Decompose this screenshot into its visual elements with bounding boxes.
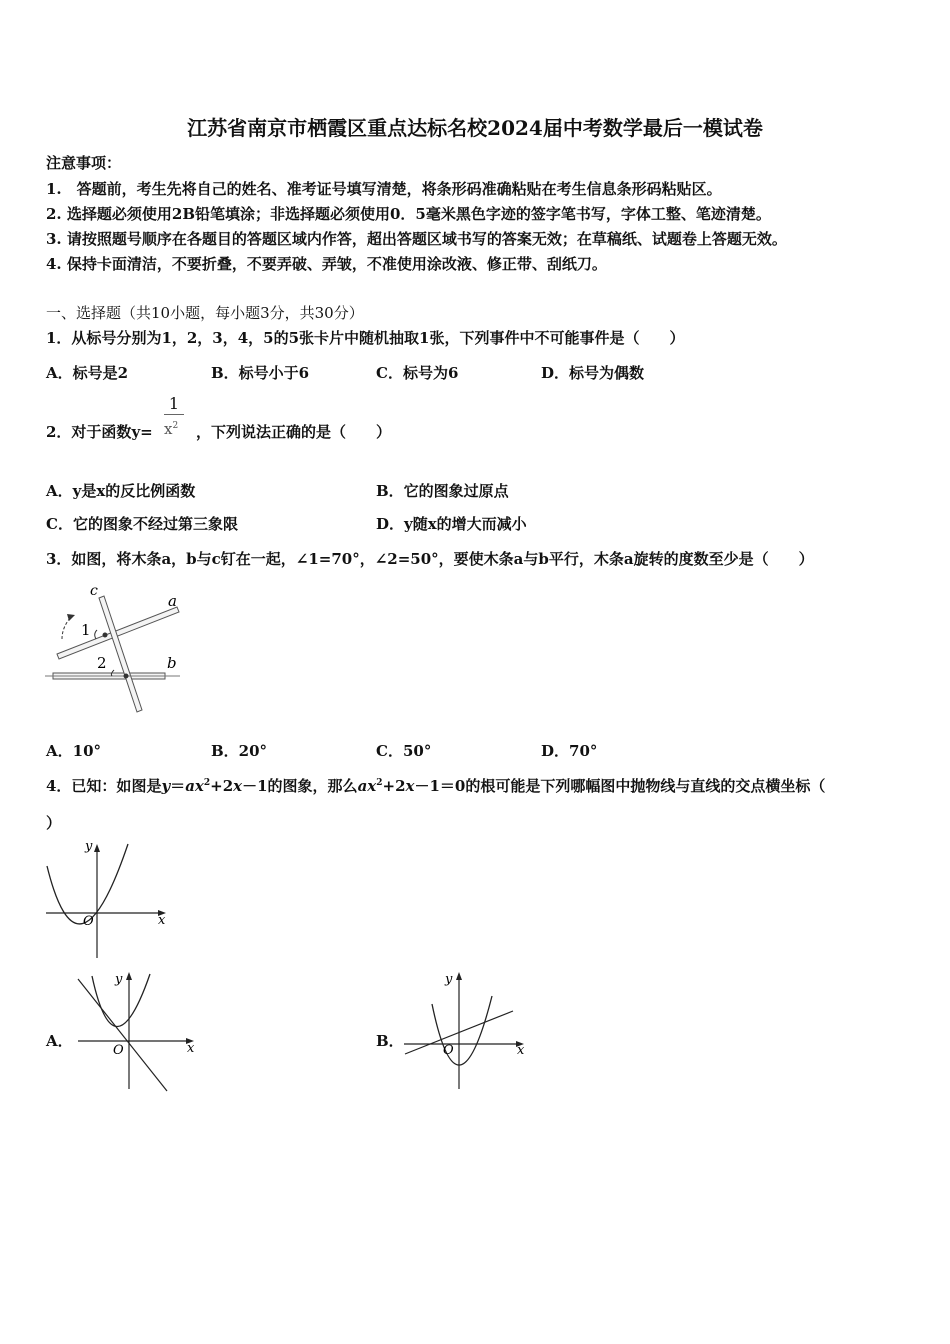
page-title: 江苏省南京市栖霞区重点达标名校2024届中考数学最后一模试卷 [187, 116, 763, 140]
svg-text:y: y [85, 842, 93, 854]
section-heading: 一、选择题（共10小题，每小题3分，共30分） [46, 304, 364, 322]
notice-item: 2. 选择题必须使用2B铅笔填涂；非选择题必须使用0．5毫米黑色字迹的签字笔书写，字体工整、笔迹清楚。 [46, 205, 771, 223]
svg-text:x: x [187, 1041, 195, 1056]
svg-text:x: x [517, 1043, 525, 1058]
nail-1 [103, 633, 108, 638]
label-a: a [168, 592, 177, 610]
q3-option-d: D．70° [541, 742, 598, 760]
q2-option-d: D．y随x的增大而减小 [376, 515, 527, 533]
q3-option-a: A．10° [46, 742, 102, 760]
q3-wood-strips-figure [40, 582, 190, 717]
notice-item: 4. 保持卡面清洁，不要折叠，不要弄破、弄皱，不准使用涂改液、修正带、刮纸刀。 [46, 255, 607, 273]
notice-heading: 注意事项： [46, 154, 122, 172]
q4-option-b-graph [400, 970, 530, 1092]
q2-stem-pre: 2．对于函数y= [46, 423, 153, 441]
svg-text:O: O [113, 1043, 124, 1058]
label-angle-1: 1 [81, 621, 91, 639]
q1-option-c: C．标号为6 [376, 364, 459, 382]
q4-given-parabola-graph [42, 842, 172, 962]
q2-option-b: B．它的图象过原点 [376, 482, 509, 500]
q2-option-c: C．它的图象不经过第三象限 [46, 515, 238, 533]
q1-option-b: B．标号小于6 [211, 364, 310, 382]
q1-stem: 1．从标号分别为1，2，3，4，5的5张卡片中随机抽取1张，下列事件中不可能事件是（ ） [46, 329, 685, 347]
q4-option-b-label: B． [376, 1032, 404, 1050]
q4-option-a-label: A． [46, 1032, 73, 1050]
svg-text:O: O [83, 914, 94, 929]
label-b: b [167, 654, 177, 672]
q2-frac-numerator: 1 [168, 394, 180, 413]
q2-frac-bar [164, 414, 184, 415]
q4-stem: 4．已知：如图是$y=ax^2+2x-1$的图象，那么$ax^2+2x-1=0$的根可能是下列哪幅图中抛物线与直线的交点横坐标（ [46, 777, 826, 795]
notice-item: 1. 答题前，考生先将自己的姓名、准考证号填写清楚，将条形码准确粘贴在考生信息条形码粘贴区。 [46, 180, 722, 198]
q4-stem-close: ） [46, 814, 62, 832]
label-angle-2: 2 [97, 654, 107, 672]
q4-option-a-graph [72, 970, 202, 1092]
q1-option-a: A．标号是2 [46, 364, 129, 382]
q3-option-b: B．20° [211, 742, 268, 760]
label-c: c [90, 583, 98, 599]
q2-option-a: A．y是x的反比例函数 [46, 482, 196, 500]
q2-stem-post: ，下列说法正确的是（ ） [196, 423, 392, 441]
svg-text:O: O [443, 1043, 454, 1058]
svg-text:y: y [115, 972, 123, 987]
q3-stem: 3．如图，将木条a，b与c钉在一起，∠1=70°，∠2=50°，要使木条a与b平行，木条a旋转的度数至少是（ ） [46, 550, 814, 568]
q1-option-d: D．标号为偶数 [541, 364, 645, 382]
nail-2 [124, 674, 129, 679]
svg-text:y: y [445, 972, 453, 987]
svg-text:x: x [158, 913, 166, 928]
q3-option-c: C．50° [376, 742, 432, 760]
q2-frac-denominator: $x^2$ [164, 420, 179, 438]
notice-item: 3. 请按照题号顺序在各题目的答题区域内作答，超出答题区域书写的答案无效；在草稿纸、试题卷上答题无效。 [46, 230, 787, 248]
